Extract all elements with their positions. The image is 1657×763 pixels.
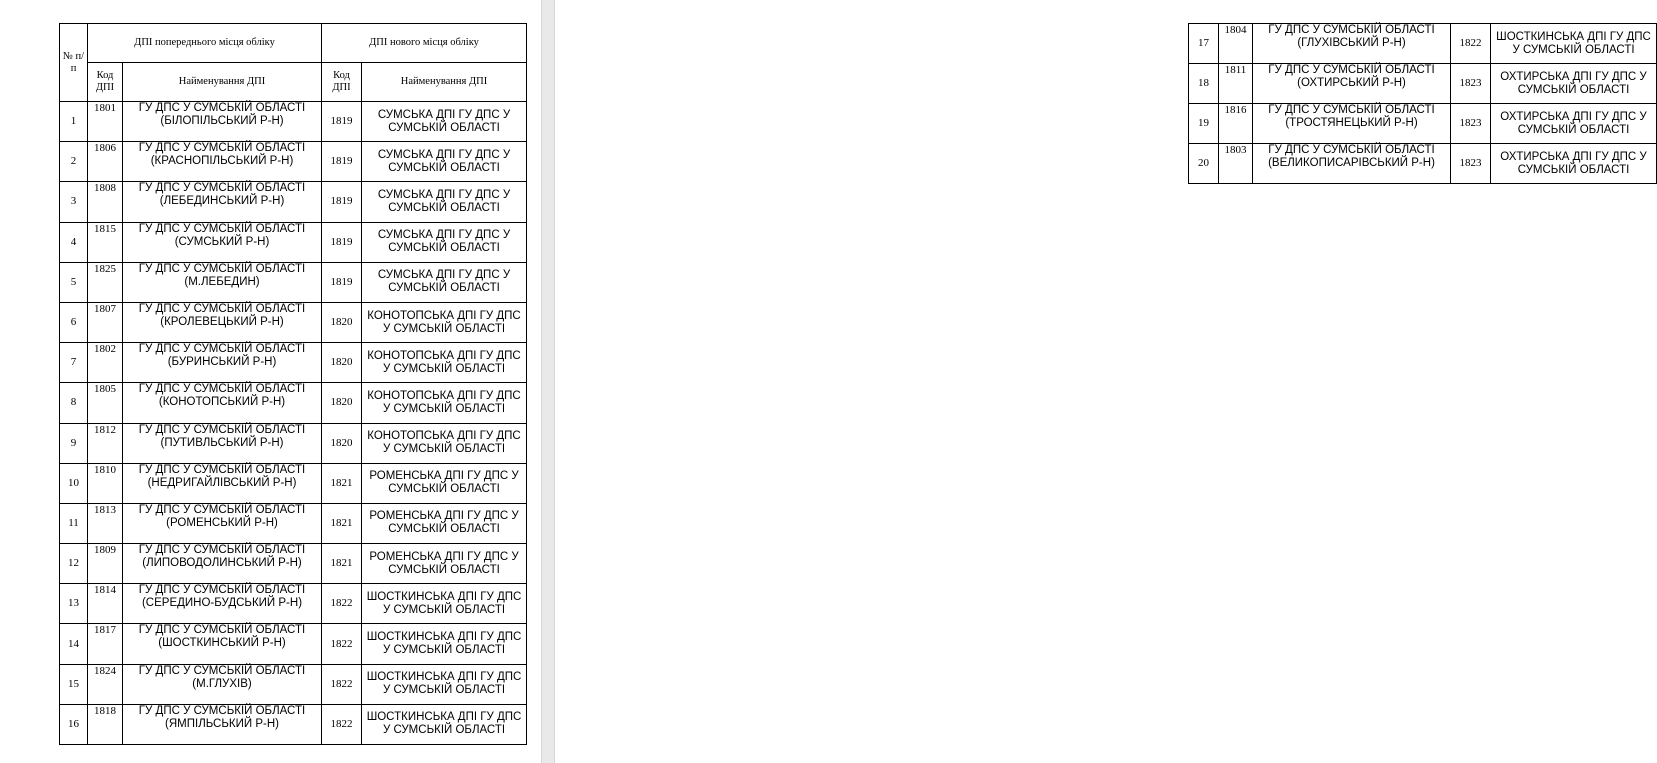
document-page-2 (555, 0, 1651, 763)
new-office-name: ШОСТКИНСЬКА ДПІ ГУ ДПС У СУМСЬКІЙ ОБЛАСТІ (362, 664, 527, 704)
new-office-code: 1820 (322, 383, 362, 423)
table-row (1189, 64, 1657, 104)
previous-office-code: 1810 (88, 463, 123, 503)
new-office-code: 1823 (1451, 144, 1491, 184)
new-office-code: 1822 (322, 624, 362, 664)
previous-office-code: 1817 (88, 624, 123, 664)
column-header-number: № п/п (60, 24, 88, 102)
previous-office-code: 1805 (88, 383, 123, 423)
tax-office-table-page-2 (1188, 23, 1657, 184)
previous-office-name: ГУ ДПС У СУМСЬКІЙ ОБЛАСТІ (М.ЛЕБЕДИН) (123, 262, 322, 302)
table-row (60, 544, 527, 584)
previous-office-name: ГУ ДПС У СУМСЬКІЙ ОБЛАСТІ (ВЕЛИКОПИСАРІВСЬКИЙ Р-Н) (1253, 144, 1451, 184)
row-number: 3 (60, 182, 88, 222)
row-number: 20 (1189, 144, 1219, 184)
previous-office-name: ГУ ДПС У СУМСЬКІЙ ОБЛАСТІ (БІЛОПІЛЬСЬКИЙ Р-Н) (123, 102, 322, 142)
table-row (60, 262, 527, 302)
previous-office-code: 1804 (1219, 24, 1253, 64)
new-office-code: 1822 (322, 584, 362, 624)
tax-office-table-page-1 (59, 23, 527, 745)
new-office-code: 1821 (322, 544, 362, 584)
new-office-name: СУМСЬКА ДПІ ГУ ДПС У СУМСЬКІЙ ОБЛАСТІ (362, 182, 527, 222)
table-row (60, 102, 527, 142)
previous-office-code: 1803 (1219, 144, 1253, 184)
previous-office-code: 1809 (88, 544, 123, 584)
column-header-new-name: Найменування ДПІ (362, 63, 527, 102)
previous-office-name: ГУ ДПС У СУМСЬКІЙ ОБЛАСТІ (ЯМПІЛЬСЬКИЙ Р-Н) (123, 704, 322, 744)
new-office-name: ШОСТКИНСЬКА ДПІ ГУ ДПС У СУМСЬКІЙ ОБЛАСТІ (362, 704, 527, 744)
new-office-code: 1820 (322, 302, 362, 342)
previous-office-code: 1808 (88, 182, 123, 222)
new-office-name: ОХТИРСЬКА ДПІ ГУ ДПС У СУМСЬКІЙ ОБЛАСТІ (1491, 104, 1657, 144)
new-office-code: 1823 (1451, 64, 1491, 104)
table-row (60, 142, 527, 182)
document-page-1 (0, 0, 541, 763)
previous-office-name: ГУ ДПС У СУМСЬКІЙ ОБЛАСТІ (НЕДРИГАЙЛІВСЬКИЙ Р-Н) (123, 463, 322, 503)
previous-office-name: ГУ ДПС У СУМСЬКІЙ ОБЛАСТІ (БУРИНСЬКИЙ Р-Н) (123, 343, 322, 383)
table-row (60, 584, 527, 624)
table-row (60, 423, 527, 463)
previous-office-code: 1812 (88, 423, 123, 463)
column-group-previous-office: ДПІ попереднього місця обліку (88, 24, 322, 63)
new-office-name: КОНОТОПСЬКА ДПІ ГУ ДПС У СУМСЬКІЙ ОБЛАСТІ (362, 302, 527, 342)
page-separator (541, 0, 555, 763)
new-office-name: СУМСЬКА ДПІ ГУ ДПС У СУМСЬКІЙ ОБЛАСТІ (362, 222, 527, 262)
previous-office-name: ГУ ДПС У СУМСЬКІЙ ОБЛАСТІ (ОХТИРСЬКИЙ Р-Н) (1253, 64, 1451, 104)
new-office-name: ШОСТКИНСЬКА ДПІ ГУ ДПС У СУМСЬКІЙ ОБЛАСТІ (1491, 24, 1657, 64)
new-office-name: КОНОТОПСЬКА ДПІ ГУ ДПС У СУМСЬКІЙ ОБЛАСТІ (362, 383, 527, 423)
previous-office-code: 1818 (88, 704, 123, 744)
new-office-code: 1819 (322, 102, 362, 142)
previous-office-name: ГУ ДПС У СУМСЬКІЙ ОБЛАСТІ (ГЛУХІВСЬКИЙ Р-Н) (1253, 24, 1451, 64)
table-row (60, 383, 527, 423)
new-office-code: 1821 (322, 463, 362, 503)
new-office-name: ШОСТКИНСЬКА ДПІ ГУ ДПС У СУМСЬКІЙ ОБЛАСТІ (362, 624, 527, 664)
row-number: 14 (60, 624, 88, 664)
row-number: 17 (1189, 24, 1219, 64)
row-number: 8 (60, 383, 88, 423)
row-number: 7 (60, 343, 88, 383)
row-number: 13 (60, 584, 88, 624)
new-office-name: СУМСЬКА ДПІ ГУ ДПС У СУМСЬКІЙ ОБЛАСТІ (362, 262, 527, 302)
new-office-code: 1821 (322, 503, 362, 543)
column-group-new-office: ДПІ нового місця обліку (322, 24, 527, 63)
table-row (60, 222, 527, 262)
previous-office-code: 1813 (88, 503, 123, 543)
previous-office-code: 1807 (88, 302, 123, 342)
previous-office-name: ГУ ДПС У СУМСЬКІЙ ОБЛАСТІ (СУМСЬКИЙ Р-Н) (123, 222, 322, 262)
previous-office-code: 1815 (88, 222, 123, 262)
column-header-new-code: Код ДПІ (322, 63, 362, 102)
row-number: 1 (60, 102, 88, 142)
table-row (60, 503, 527, 543)
row-number: 16 (60, 704, 88, 744)
new-office-code: 1820 (322, 423, 362, 463)
column-header-old-name: Найменування ДПІ (123, 63, 322, 102)
row-number: 18 (1189, 64, 1219, 104)
previous-office-name: ГУ ДПС У СУМСЬКІЙ ОБЛАСТІ (КРАСНОПІЛЬСЬКИЙ Р-Н) (123, 142, 322, 182)
new-office-code: 1819 (322, 142, 362, 182)
table-row (60, 302, 527, 342)
row-number: 2 (60, 142, 88, 182)
new-office-code: 1822 (322, 664, 362, 704)
previous-office-code: 1816 (1219, 104, 1253, 144)
table-row (1189, 104, 1657, 144)
new-office-code: 1822 (1451, 24, 1491, 64)
table-row (60, 624, 527, 664)
previous-office-code: 1824 (88, 664, 123, 704)
new-office-code: 1819 (322, 222, 362, 262)
new-office-name: ШОСТКИНСЬКА ДПІ ГУ ДПС У СУМСЬКІЙ ОБЛАСТІ (362, 584, 527, 624)
new-office-code: 1822 (322, 704, 362, 744)
new-office-name: РОМЕНСЬКА ДПІ ГУ ДПС У СУМСЬКІЙ ОБЛАСТІ (362, 544, 527, 584)
row-number: 6 (60, 302, 88, 342)
new-office-name: РОМЕНСЬКА ДПІ ГУ ДПС У СУМСЬКІЙ ОБЛАСТІ (362, 463, 527, 503)
new-office-code: 1819 (322, 182, 362, 222)
new-office-code: 1823 (1451, 104, 1491, 144)
previous-office-name: ГУ ДПС У СУМСЬКІЙ ОБЛАСТІ (ЛИПОВОДОЛИНСЬКИЙ Р-Н) (123, 544, 322, 584)
new-office-name: КОНОТОПСЬКА ДПІ ГУ ДПС У СУМСЬКІЙ ОБЛАСТІ (362, 343, 527, 383)
previous-office-code: 1811 (1219, 64, 1253, 104)
previous-office-name: ГУ ДПС У СУМСЬКІЙ ОБЛАСТІ (КОНОТОПСЬКИЙ Р-Н) (123, 383, 322, 423)
previous-office-code: 1825 (88, 262, 123, 302)
previous-office-code: 1802 (88, 343, 123, 383)
new-office-name: КОНОТОПСЬКА ДПІ ГУ ДПС У СУМСЬКІЙ ОБЛАСТІ (362, 423, 527, 463)
previous-office-name: ГУ ДПС У СУМСЬКІЙ ОБЛАСТІ (ЛЕБЕДИНСЬКИЙ Р-Н) (123, 182, 322, 222)
row-number: 15 (60, 664, 88, 704)
new-office-code: 1819 (322, 262, 362, 302)
table-row (60, 182, 527, 222)
previous-office-code: 1801 (88, 102, 123, 142)
table-row (1189, 144, 1657, 184)
row-number: 9 (60, 423, 88, 463)
new-office-name: ОХТИРСЬКА ДПІ ГУ ДПС У СУМСЬКІЙ ОБЛАСТІ (1491, 64, 1657, 104)
previous-office-code: 1814 (88, 584, 123, 624)
row-number: 4 (60, 222, 88, 262)
row-number: 5 (60, 262, 88, 302)
table-row (60, 664, 527, 704)
row-number: 10 (60, 463, 88, 503)
previous-office-name: ГУ ДПС У СУМСЬКІЙ ОБЛАСТІ (ТРОСТЯНЕЦЬКИЙ Р-Н) (1253, 104, 1451, 144)
row-number: 11 (60, 503, 88, 543)
row-number: 19 (1189, 104, 1219, 144)
previous-office-name: ГУ ДПС У СУМСЬКІЙ ОБЛАСТІ (ПУТИВЛЬСЬКИЙ Р-Н) (123, 423, 322, 463)
new-office-name: ОХТИРСЬКА ДПІ ГУ ДПС У СУМСЬКІЙ ОБЛАСТІ (1491, 144, 1657, 184)
row-number: 12 (60, 544, 88, 584)
previous-office-code: 1806 (88, 142, 123, 182)
previous-office-name: ГУ ДПС У СУМСЬКІЙ ОБЛАСТІ (М.ГЛУХІВ) (123, 664, 322, 704)
new-office-code: 1820 (322, 343, 362, 383)
previous-office-name: ГУ ДПС У СУМСЬКІЙ ОБЛАСТІ (РОМЕНСЬКИЙ Р-Н) (123, 503, 322, 543)
table-row (1189, 24, 1657, 64)
previous-office-name: ГУ ДПС У СУМСЬКІЙ ОБЛАСТІ (КРОЛЕВЕЦЬКИЙ Р-Н) (123, 302, 322, 342)
table-row (60, 704, 527, 744)
new-office-name: РОМЕНСЬКА ДПІ ГУ ДПС У СУМСЬКІЙ ОБЛАСТІ (362, 503, 527, 543)
new-office-name: СУМСЬКА ДПІ ГУ ДПС У СУМСЬКІЙ ОБЛАСТІ (362, 142, 527, 182)
table-row (60, 343, 527, 383)
previous-office-name: ГУ ДПС У СУМСЬКІЙ ОБЛАСТІ (ШОСТКИНСЬКИЙ Р-Н) (123, 624, 322, 664)
column-header-old-code: Код ДПІ (88, 63, 123, 102)
table-row (60, 463, 527, 503)
previous-office-name: ГУ ДПС У СУМСЬКІЙ ОБЛАСТІ (СЕРЕДИНО-БУДСЬКИЙ Р-Н) (123, 584, 322, 624)
new-office-name: СУМСЬКА ДПІ ГУ ДПС У СУМСЬКІЙ ОБЛАСТІ (362, 102, 527, 142)
